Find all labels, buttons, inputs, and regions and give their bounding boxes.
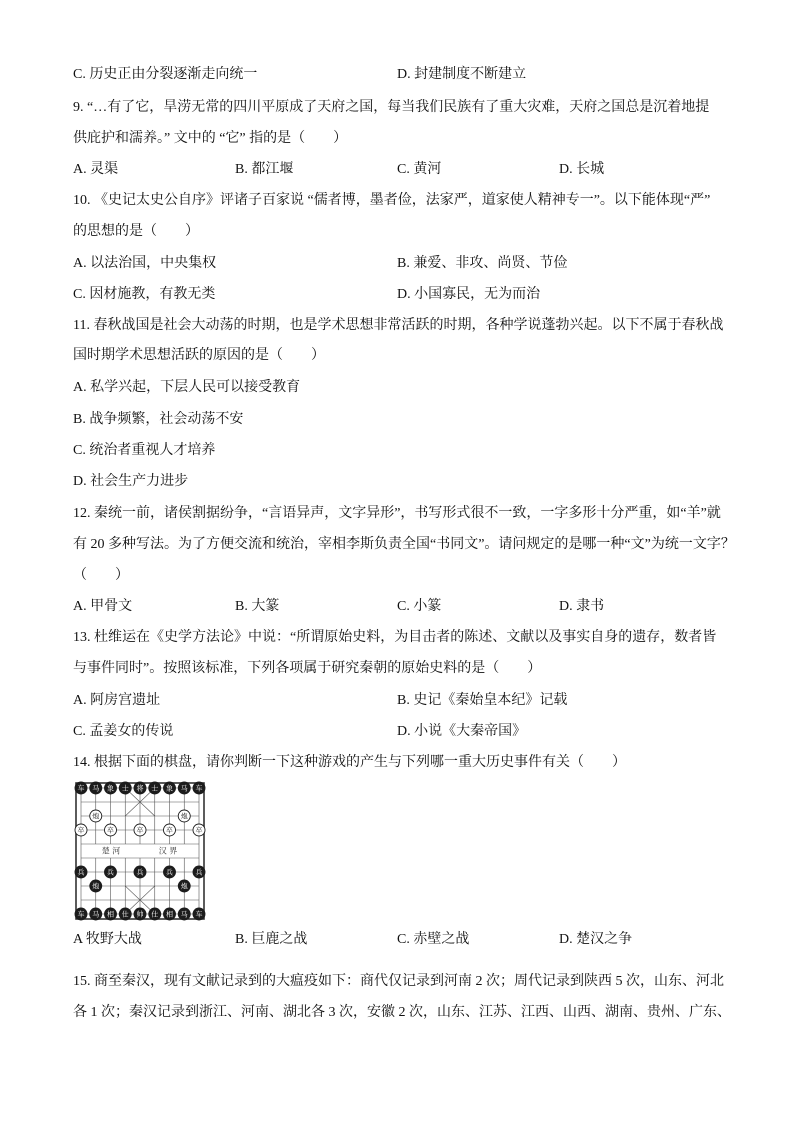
question-9-option-a: A. 灵渠	[73, 162, 119, 177]
chess-piece	[193, 866, 205, 878]
question-12-option-c: C. 小篆	[397, 599, 442, 614]
chess-piece	[193, 782, 205, 794]
chess-piece	[134, 908, 146, 920]
river-label-chu-he: 楚 河	[101, 846, 121, 856]
chess-piece	[75, 908, 87, 920]
question-14-option-c: C. 赤壁之战	[397, 932, 470, 947]
piece-label: 相	[166, 910, 173, 919]
chess-piece	[178, 782, 190, 794]
piece-label: 兵	[107, 868, 114, 877]
piece-label: 将	[136, 784, 144, 793]
chessboard	[73, 780, 207, 922]
question-13-stem-line-2: 与事件同时”。按照该标准，下列各项属于研究秦朝的原始史料的是（ ）	[73, 661, 542, 676]
piece-label: 车	[195, 910, 203, 919]
piece-label: 卒	[136, 826, 144, 835]
piece-label: 炮	[92, 882, 100, 891]
chess-piece	[105, 908, 117, 920]
question-15-stem-line-2: 各 1 次；秦汉记录到浙江、河南、湖北各 3 次，安徽 2 次，山东、江苏、江西、山西、湖南、贵州、广东、	[73, 1005, 731, 1020]
chess-piece	[134, 824, 146, 836]
piece-label: 卒	[195, 826, 203, 835]
chess-piece	[149, 782, 161, 794]
piece-label: 卒	[77, 826, 85, 835]
question-11-stem-line-1: 11. 春秋战国是社会大动荡的时期，也是学术思想非常活跃的时期，各种学说蓬勃兴起。以下不属于春秋战	[73, 318, 724, 333]
chess-piece	[90, 810, 102, 822]
chess-piece	[164, 782, 176, 794]
piece-label: 马	[180, 784, 188, 793]
piece-label: 马	[92, 784, 100, 793]
chess-piece	[149, 908, 161, 920]
piece-label: 炮	[180, 812, 188, 821]
question-10-stem-line-2: 的思想的是（ ）	[73, 224, 199, 239]
question-14-option-a: A 牧野大战	[73, 932, 142, 947]
piece-label: 炮	[180, 882, 188, 891]
piece-label: 象	[166, 784, 173, 793]
question-13-option-c: C. 孟姜女的传说	[73, 724, 174, 739]
piece-label: 仕	[151, 910, 159, 919]
chess-piece	[134, 782, 146, 794]
question-12-option-d: D. 隶书	[559, 599, 605, 614]
question-9-stem-line-2: 供庇护和濡养。” 文中的 “它” 指的是（ ）	[73, 131, 348, 146]
piece-label: 车	[77, 784, 85, 793]
question-11-stem-line-2: 国时期学术思想活跃的原因的是（ ）	[73, 348, 325, 363]
question-12-stem-line-2: 有 20 多种写法。为了方便交流和统治，宰相李斯负责全国“书同文”。请问规定的是哪一种“文”为统一文字？	[73, 537, 735, 552]
chess-piece	[75, 782, 87, 794]
chess-piece	[90, 880, 102, 892]
piece-label: 兵	[166, 868, 173, 877]
question-9-option-c: C. 黄河	[397, 162, 442, 177]
question-10-option-b: B. 兼爱、非攻、尚贤、节俭	[397, 256, 568, 271]
chess-piece	[164, 866, 176, 878]
chess-piece	[164, 908, 176, 920]
question-11-option-c: C. 统治者重视人才培养	[73, 443, 216, 458]
question-12-stem-line-1: 12. 秦统一前，诸侯割据纷争，“言语异声，文字异形”，书写形式很不一致，一字多形十分严重，如“羊”就	[73, 506, 721, 521]
question-13-option-d: D. 小说《大秦帝国》	[397, 724, 527, 739]
question-13-stem-line-1: 13. 杜维运在《史学方法论》中说：“所谓原始史料，为目击者的陈述、文献以及事实自身的遗存，数者皆	[73, 630, 717, 645]
question-11-option-a: A. 私学兴起，下层人民可以接受教育	[73, 380, 301, 395]
question-10-option-d: D. 小国寡民，无为而治	[397, 287, 541, 302]
piece-label: 仕	[121, 910, 129, 919]
piece-label: 马	[92, 910, 100, 919]
question-10-option-c: C. 因材施教，有教无类	[73, 287, 216, 302]
piece-label: 象	[107, 784, 114, 793]
piece-label: 卒	[107, 826, 114, 835]
chess-piece	[178, 908, 190, 920]
question-13-option-b: B. 史记《秦始皇本纪》记载	[397, 693, 568, 708]
chess-piece	[105, 782, 117, 794]
question-10-stem-line-1: 10. 《史记太史公自序》评诸子百家说 “儒者博，墨者俭，法家严，道家使人精神专一”。以下能体现“严”	[73, 193, 711, 208]
prev-question-option-d: D. 封建制度不断建立	[397, 67, 527, 82]
chess-piece	[178, 810, 190, 822]
question-12-option-b: B. 大篆	[235, 599, 280, 614]
question-14-stem-line-1: 14. 根据下面的棋盘，请你判断一下这种游戏的产生与下列哪一重大历史事件有关（ ）	[73, 755, 626, 770]
chess-piece	[119, 782, 131, 794]
chess-piece	[75, 824, 87, 836]
chess-piece	[90, 782, 102, 794]
question-11-option-b: B. 战争频繁，社会动荡不安	[73, 412, 244, 427]
piece-label: 帅	[136, 910, 144, 919]
question-11-option-d: D. 社会生产力进步	[73, 474, 189, 489]
chessboard-figure	[73, 780, 207, 922]
question-15-stem-line-1: 15. 商至秦汉，现有文献记录到的大瘟疫如下：商代仅记录到河南 2 次；周代记录到陕西 5 次，山东、河北	[73, 974, 724, 989]
river-label-han-jie: 汉 界	[158, 846, 178, 856]
prev-question-option-c: C. 历史正由分裂逐渐走向统一	[73, 67, 258, 82]
question-9-option-b: B. 都江堰	[235, 162, 294, 177]
chess-piece	[105, 866, 117, 878]
question-14-option-d: D. 楚汉之争	[559, 932, 633, 947]
piece-label: 兵	[195, 868, 203, 877]
question-12-option-a: A. 甲骨文	[73, 599, 133, 614]
chess-piece	[134, 866, 146, 878]
chess-piece	[119, 908, 131, 920]
piece-label: 士	[151, 784, 159, 793]
piece-label: 兵	[77, 868, 85, 877]
chess-piece	[105, 824, 117, 836]
piece-label: 车	[195, 784, 203, 793]
question-13-option-a: A. 阿房宫遗址	[73, 693, 161, 708]
piece-label: 兵	[136, 868, 144, 877]
piece-label: 炮	[92, 812, 100, 821]
piece-label: 卒	[166, 826, 173, 835]
chess-piece	[193, 908, 205, 920]
piece-label: 车	[77, 910, 85, 919]
question-10-option-a: A. 以法治国，中央集权	[73, 256, 217, 271]
piece-label: 相	[107, 910, 114, 919]
piece-label: 士	[121, 784, 129, 793]
chess-piece	[193, 824, 205, 836]
question-9-option-d: D. 长城	[559, 162, 605, 177]
question-14-option-b: B. 巨鹿之战	[235, 932, 308, 947]
question-9-stem-line-1: 9. “…有了它，旱涝无常的四川平原成了天府之国，每当我们民族有了重大灾难，天府之国总是沉着地提	[73, 100, 710, 115]
chess-piece	[164, 824, 176, 836]
chess-piece	[75, 866, 87, 878]
chess-piece	[90, 908, 102, 920]
question-12-stem-line-3: （ ）	[73, 568, 129, 583]
piece-label: 马	[180, 910, 188, 919]
chess-piece	[178, 880, 190, 892]
